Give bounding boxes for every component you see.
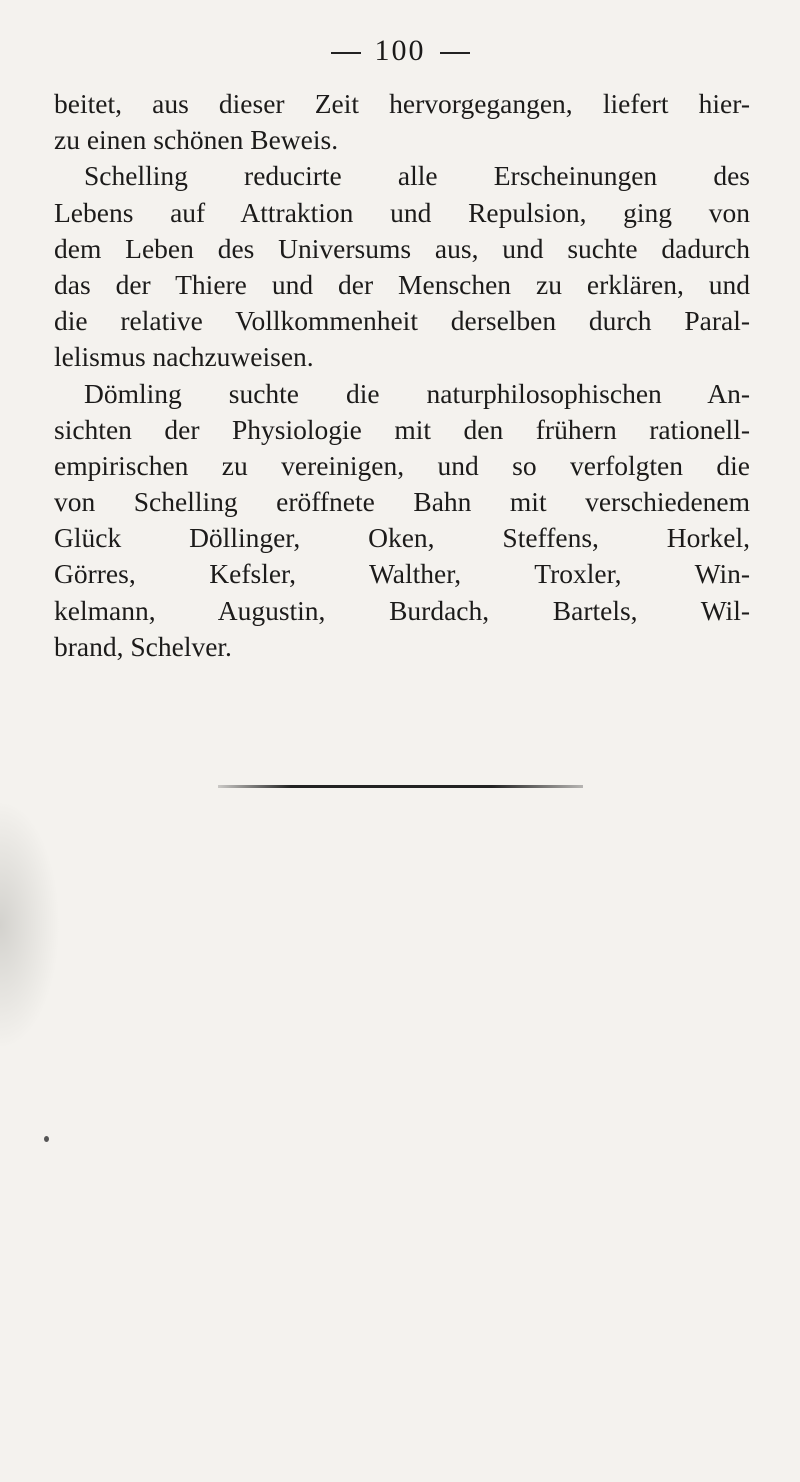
- text-line-16: brand, Schelver.: [54, 630, 232, 662]
- text-line-5: dem Leben des Universums aus, und suchte dadurch: [54, 232, 750, 264]
- text-line-12: von Schelling eröffnete Bahn mit verschiedenem: [54, 486, 750, 518]
- header-dash-left: [331, 52, 361, 54]
- text-line-14: Görres, Kefsler, Walther, Troxler, Win-: [54, 558, 750, 590]
- text-line-1: beitet, aus dieser Zeit hervorgegangen, liefert hier-: [54, 88, 750, 119]
- section-divider: [218, 785, 583, 788]
- page-header: [0, 34, 800, 68]
- text-line-6: das der Thiere und der Menschen zu erklären, und: [54, 268, 750, 300]
- text-line-4: Lebens auf Attraktion und Repulsion, ging von: [54, 196, 750, 228]
- text-line-10: sichten der Physiologie mit den frühern rationell-: [54, 413, 750, 445]
- page-number: 100: [374, 34, 426, 67]
- text-line-7: die relative Vollkommenheit derselben durch Paral-: [54, 305, 750, 337]
- header-dash-right: [440, 52, 470, 54]
- ink-speck: [44, 1136, 49, 1142]
- text-line-3: Schelling reducirte alle Erscheinungen des: [84, 160, 750, 192]
- text-line-13: Glück Döllinger, Oken, Steffens, Horkel,: [54, 522, 750, 554]
- paper-stain: [0, 800, 60, 1050]
- text-line-9: Dömling suchte die naturphilosophischen An-: [84, 377, 750, 409]
- text-line-8: lelismus nachzuweisen.: [54, 341, 314, 373]
- text-line-11: empirischen zu vereinigen, und so verfolgten die: [54, 449, 750, 481]
- text-line-15: kelmann, Augustin, Burdach, Bartels, Wil-: [54, 594, 750, 626]
- text-line-2: zu einen schönen Beweis.: [54, 124, 339, 156]
- body-text: [54, 86, 750, 665]
